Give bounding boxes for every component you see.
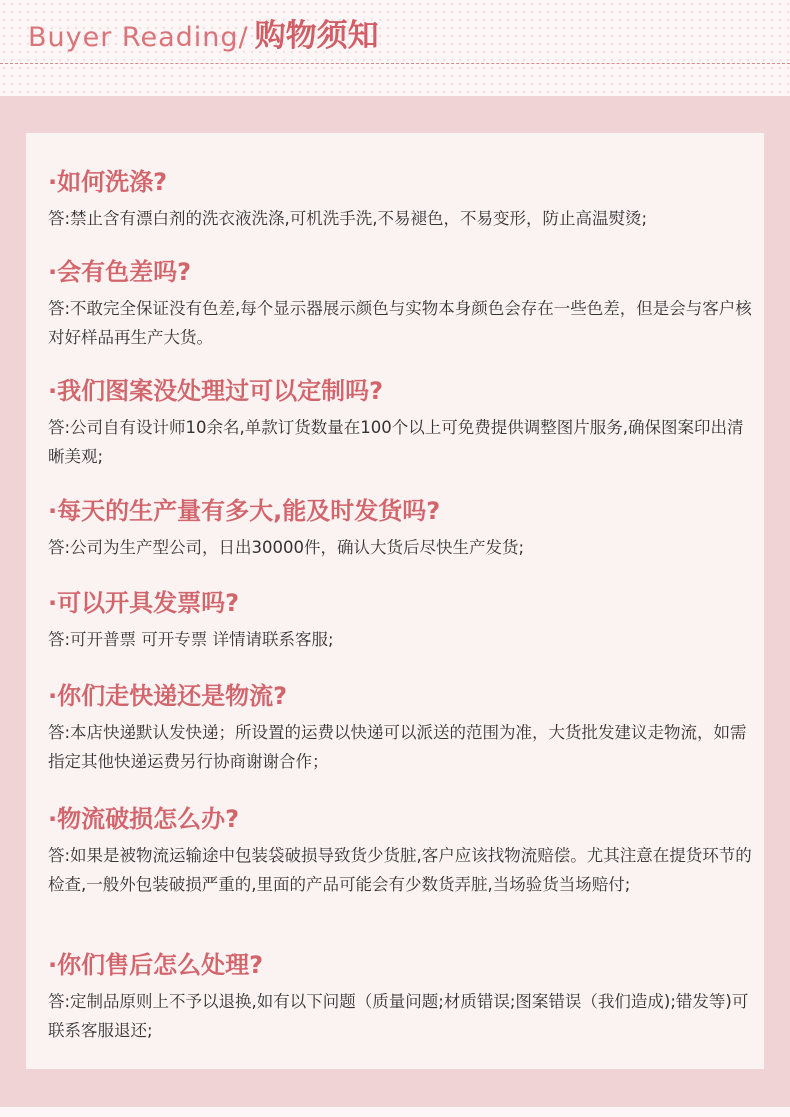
faq-question: ·你们售后怎么处理?	[48, 951, 264, 979]
faq-item-color-difference	[48, 256, 754, 352]
faq-item-damage	[48, 803, 754, 899]
faq-answer: 答:公司为生产型公司，日出30000件，确认大货后尽快生产发货;	[48, 538, 525, 557]
title-english: Buyer Reading/	[28, 22, 249, 53]
faq-question: ·你们走快递还是物流?	[48, 682, 288, 710]
faq-item-customization	[48, 375, 754, 471]
faq-item-production-capacity	[48, 495, 754, 562]
faq-item-shipping-method	[48, 680, 754, 776]
faq-answer: 答:不敢完全保证没有色差,每个显示器展示颜色与实物本身颜色会存在一些色差，但是会与客户核对好样品再生产大货。	[48, 299, 752, 347]
footer-strip	[0, 1107, 790, 1117]
faq-answer: 答:如果是被物流运输途中包装袋破损导致货少货脏,客户应该找物流赔偿。尤其注意在提货环节的检查,一般外包装破损严重的,里面的产品可能会有少数货弄脏,当场验货当场赔付;	[48, 846, 752, 894]
faq-answer: 答:可开普票 可开专票 详情请联系客服;	[48, 630, 334, 649]
faq-question: ·每天的生产量有多大,能及时发货吗?	[48, 497, 441, 525]
faq-question: ·如何洗涤?	[48, 168, 168, 196]
faq-item-after-sales	[48, 949, 754, 1045]
faq-question: ·我们图案没处理过可以定制吗?	[48, 377, 384, 405]
faq-item-invoice	[48, 587, 754, 654]
faq-question: ·物流破损怎么办?	[48, 805, 240, 833]
faq-question: ·可以开具发票吗?	[48, 589, 240, 617]
content-background	[0, 96, 790, 1107]
faq-question: ·会有色差吗?	[48, 258, 192, 286]
faq-answer: 答:禁止含有漂白剂的洗衣液洗涤,可机洗手洗,不易褪色，不易变形，防止高温熨烫;	[48, 209, 648, 228]
header-title	[28, 10, 379, 60]
faq-answer: 答:公司自有设计师10余名,单款订货数量在100个以上可免费提供调整图片服务,确保图案印出清晰美观;	[48, 418, 744, 466]
faq-item-washing	[48, 166, 754, 233]
faq-answer: 答:定制品原则上不予以退换,如有以下问题（质量问题;材质错误;图案错误（我们造成);错发等)可联系客服退还;	[48, 992, 749, 1040]
title-chinese: 购物须知	[254, 18, 379, 54]
faq-card	[26, 133, 764, 1069]
faq-answer: 答:本店快递默认发快递；所设置的运费以快递可以派送的范围为准，大货批发建议走物流，如需指定其他快递运费另行协商谢谢合作；	[48, 723, 747, 771]
header-dashed-divider	[0, 63, 790, 64]
page-header	[0, 0, 790, 96]
